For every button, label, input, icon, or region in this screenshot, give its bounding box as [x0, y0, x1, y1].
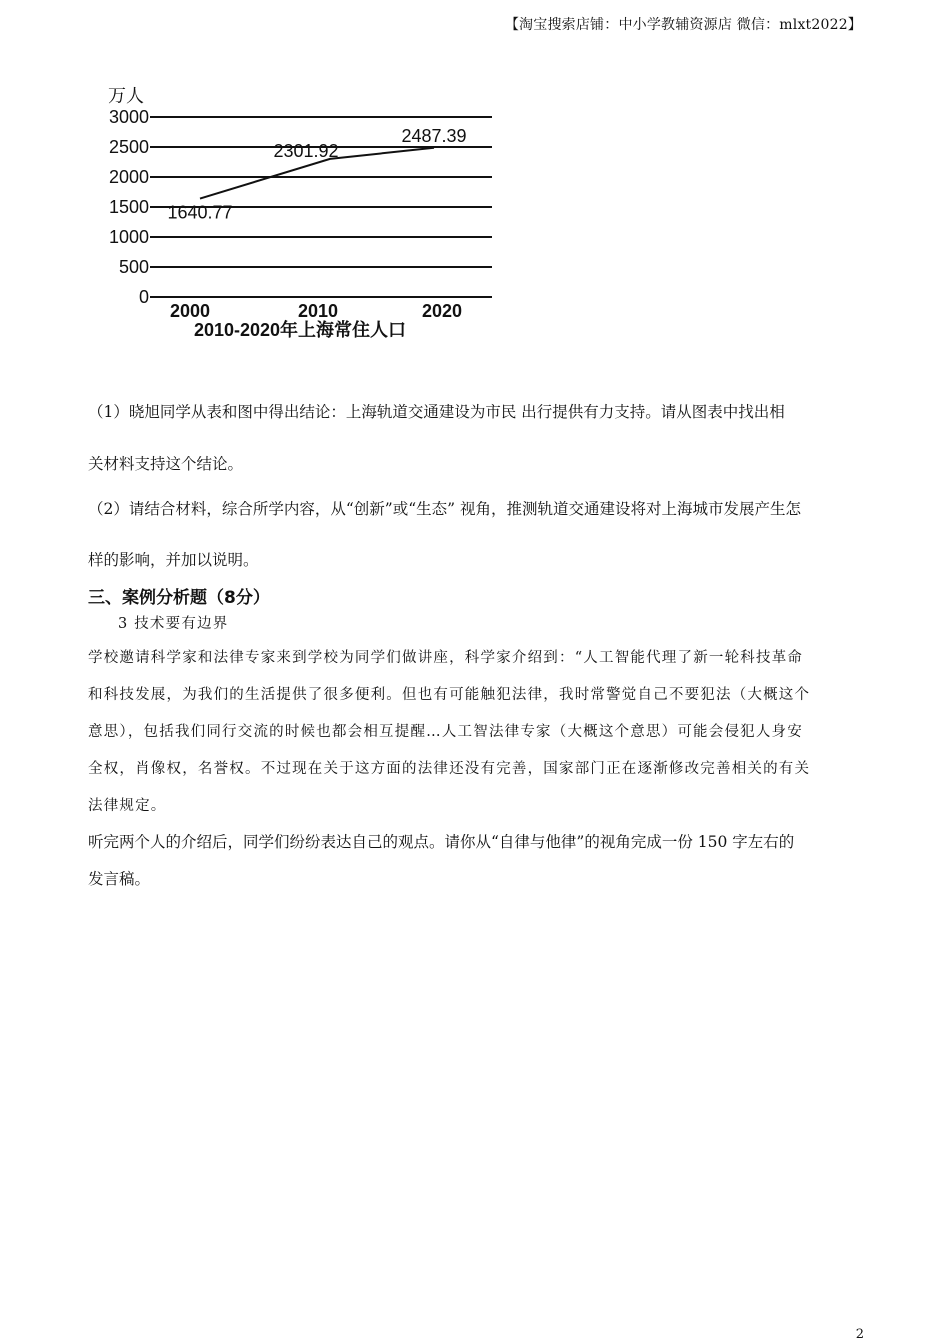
question-1-line-2: 关材料支持这个结论。	[88, 455, 244, 473]
x-tick-label: 2010	[297, 301, 339, 321]
page-header: 【淘宝搜索店铺：中小学教辅资源店 微信：mlxt2022】	[504, 17, 862, 33]
case-line: 法律规定。	[88, 798, 167, 814]
case-line: 学校邀请科学家和法律专家来到学校为同学们做讲座，科学家介绍到：“人工智能代理了新一轮科技革命	[88, 650, 804, 666]
question-2-line-2: 样的影响，并加以说明。	[88, 551, 259, 569]
y-tick-label: 500	[118, 257, 149, 277]
data-label: 2487.39	[401, 125, 467, 146]
population-line-chart	[100, 82, 500, 347]
case-line: 全权，肖像权，名誉权。不过现在关于这方面的法律还没有完善，国家部门正在逐渐修改完善相关的有关	[88, 761, 811, 777]
question-2-line-1: （2）请结合材料，综合所学内容，从“创新”或“生态” 视角，推测轨道交通建设将对上海城市发展产生怎	[88, 500, 801, 518]
case-line: 和科技发展，为我们的生活提供了很多便利。但也有可能触犯法律，我时常警觉自己不要犯法（大概这个	[88, 687, 811, 703]
question-1-line-1: （1）晓旭同学从表和图中得出结论：上海轨道交通建设为市民 出行提供有力支持。请从图表中找出相	[88, 403, 785, 421]
task-line-1: 听完两个人的介绍后，同学们纷纷表达自己的观点。请你从“自律与他律”的视角完成一份 150 字左右的	[88, 833, 795, 851]
y-tick-label: 0	[138, 287, 149, 307]
x-tick-label: 2000	[169, 301, 211, 321]
task-line-2: 发言稿。	[88, 870, 151, 888]
section-3-heading: 三、案例分析题（8分）	[88, 588, 270, 608]
case-line: 意思），包括我们同行交流的时候也都会相互提醒…人工智法律专家（大概这个意思）可能会侵犯人身安	[88, 724, 803, 740]
x-tick-label: 2020	[421, 301, 463, 321]
y-tick-label: 1500	[108, 197, 149, 217]
page-number: 2	[855, 1327, 864, 1342]
chart-title: 2010-2020年上海常住人口	[193, 320, 407, 340]
case-title: 3 技术要有边界	[118, 616, 229, 632]
case-text	[88, 640, 866, 825]
data-label: 1640.77	[167, 202, 233, 223]
y-tick-label: 2500	[108, 137, 149, 157]
y-axis-label: 万人	[108, 86, 144, 106]
y-tick-label: 3000	[108, 107, 149, 127]
y-tick-label: 2000	[108, 167, 149, 187]
data-label: 2301.92	[273, 140, 339, 161]
y-tick-label: 1000	[108, 227, 149, 247]
